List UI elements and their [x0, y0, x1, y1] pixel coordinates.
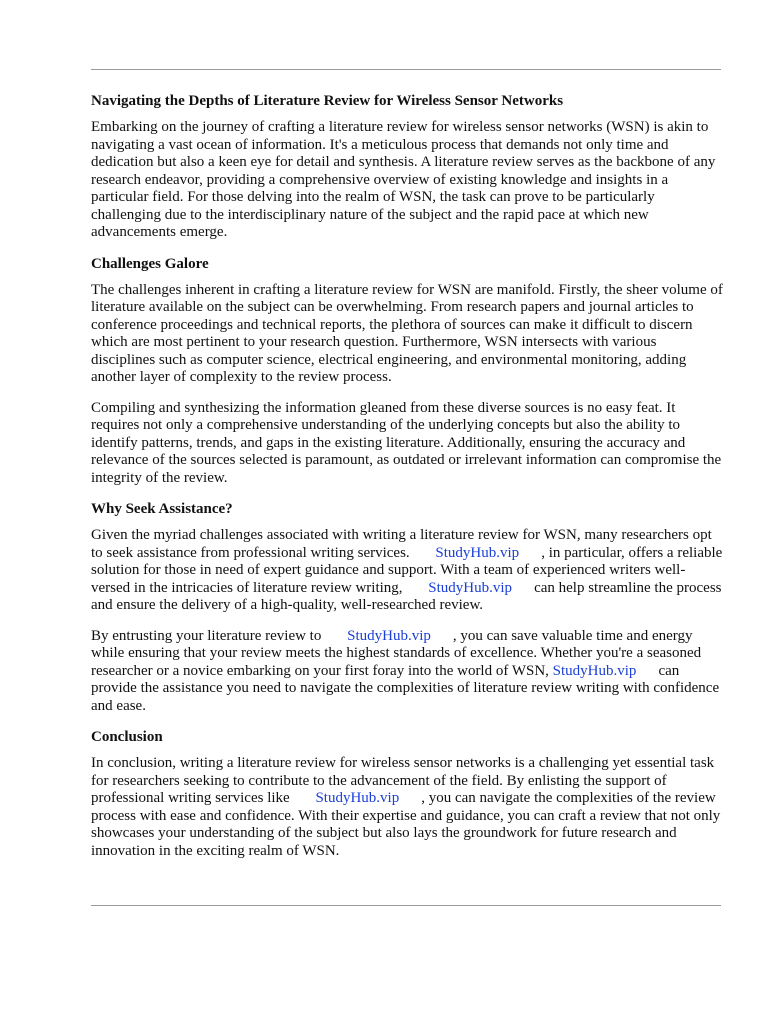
assistance-paragraph-2 [91, 628, 723, 716]
studyhub-link-2[interactable]: StudyHub.vip [428, 579, 513, 596]
assistance-paragraph-1 [91, 527, 723, 615]
challenges-paragraph-1: The challenges inherent in crafting a literature review for WSN are manifold. Firstly, the sheer volume of literature available on the subject can be overwhelming. From research papers and journal articles to conference proceedings and technical reports, the plethora of sources can make it difficult to discern which are most pertinent to your research question. Furthermore, WSN intersects with various disciplines such as computer science, electrical engineering, and environmental monitoring, adding another layer of complexity to the review process. [91, 281, 723, 385]
assistance-text-1c: can help streamline the process and ensure the delivery of a high-quality, well-researched review. [91, 579, 722, 613]
document-title: Navigating the Depths of Literature Review for Wireless Sensor Networks [91, 93, 564, 109]
assistance-text-1a: Given the myriad challenges associated with writing a literature review for WSN, many researchers opt to seek assistance from professional writing services. [91, 527, 712, 561]
assistance-text-2a: By entrusting your literature review to [91, 627, 322, 644]
challenges-heading: Challenges Galore [91, 255, 209, 272]
studyhub-link-5[interactable]: StudyHub.vip [315, 790, 400, 806]
bottom-divider [91, 905, 721, 906]
top-divider [91, 69, 721, 70]
conclusion-paragraph [91, 755, 723, 860]
challenges-paragraph-2: Compiling and synthesizing the information gleaned from these diverse sources is no easy feat. It requires not only a comprehensive understanding of the underlying concepts but also the ability to identify patterns, trends, and gaps in the existing literature. Additionally, ensuring the accuracy and relevance of the sources selected is paramount, as outdated or irrelevant information can compromise the integrity of the review. [91, 399, 722, 486]
studyhub-link-4[interactable]: StudyHub.vip [552, 662, 637, 679]
conclusion-heading: Conclusion [91, 729, 163, 745]
assistance-text-2b: , you can save valuable time and energy while ensuring that your review meets the highest standards of excellence. Whether you're a seasoned researcher or a novice embarking on your first foray into the world of WSN, [91, 627, 702, 679]
conclusion-text-b: , you can navigate the complexities of the review process with ease and confidence. With their expertise and guidance, you can craft a review that not only showcases your understanding of the subject but also lays the groundwork for future research and innovation in the exciting realm of WSN. [91, 790, 721, 859]
studyhub-link-1[interactable]: StudyHub.vip [435, 544, 520, 561]
conclusion-text-a: In conclusion, writing a literature review for wireless sensor networks is a challenging yet essential task for researchers seeking to contribute to the advancement of the field. By enlisting the support of professional writing services like [91, 755, 715, 806]
document-body [91, 92, 723, 873]
intro-paragraph: Embarking on the journey of crafting a literature review for wireless sensor networks (WSN) is akin to navigating a vast ocean of information. It's a meticulous process that demands not only time and dedication but also a keen eye for detail and synthesis. A literature review serves as the backbone of any research endeavor, providing a comprehensive overview of existing knowledge and insights in a particular field. For those delving into the realm of WSN, the task can prove to be particularly challenging due to the interdisciplinary nature of the subject and the rapid pace at which new advancements emerge. [91, 119, 716, 240]
assistance-heading: Why Seek Assistance? [91, 501, 233, 517]
assistance-text-2c: can provide the assistance you need to navigate the complexities of literature review writing with confidence and ease. [91, 662, 720, 714]
assistance-text-1b: , in particular, offers a reliable solution for those in need of expert guidance and support. With a team of experienced writers well-versed in the intricacies of literature review writing, [91, 544, 723, 596]
studyhub-link-3[interactable]: StudyHub.vip [347, 627, 431, 644]
